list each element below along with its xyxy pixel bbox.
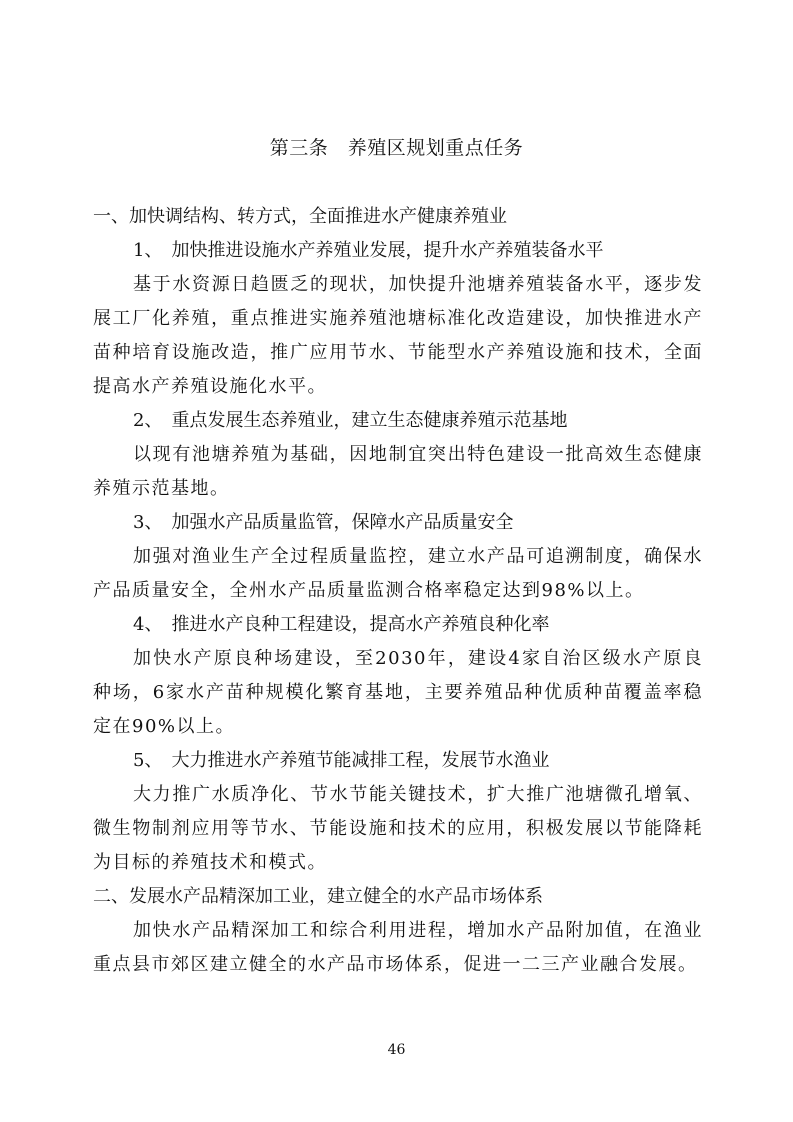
section-heading-2: 二、发展水产品精深加工业，建立健全的水产品市场体系 <box>93 886 543 907</box>
article-title: 第三条 养殖区规划重点任务 <box>269 137 524 159</box>
paragraph-5: 大力推广水质净化、节水节能关键技术，扩大推广池塘微孔增氧、微生物制剂应用等节水、节能设施和技术的应用，积极发展以节能降耗为目标的养殖技术和模式。 <box>93 784 703 873</box>
page-number: 46 <box>387 1042 406 1058</box>
subsection-heading-3: 3、 加强水产品质量监管，保障水产品质量安全 <box>133 512 514 533</box>
paragraph-1: 基于水资源日趋匮乏的现状，加快提升池塘养殖装备水平，逐步发展工厂化养殖，重点推进实施养殖池塘标准化改造建设，加快推进水产苗种培育设施改造，推广应用节水、节能型水产养殖设施和技术，全面提高水产养殖设施化水平。 <box>93 274 703 397</box>
subsection-heading-4: 4、 推进水产良种工程建设，提高水产养殖良种化率 <box>133 614 550 635</box>
paragraph-3: 加强对渔业生产全过程质量监控，建立水产品可追溯制度，确保水产品质量安全，全州水产品质量监测合格率稳定达到98%以上。 <box>93 546 703 601</box>
subsection-heading-1: 1、 加快推进设施水产养殖业发展，提升水产养殖装备水平 <box>133 240 604 261</box>
paragraph-4: 加快水产原良种场建设，至2030年，建设4家自治区级水产原良种场，6家水产苗种规模化繁育基地，主要养殖品种优质种苗覆盖率稳定在90%以上。 <box>93 648 703 737</box>
paragraph-6: 加快水产品精深加工和综合利用进程，增加水产品附加值，在渔业重点县市郊区建立健全的水产品市场体系，促进一二三产业融合发展。 <box>93 920 703 975</box>
subsection-heading-5: 5、 大力推进水产养殖节能减排工程，发展节水渔业 <box>133 750 550 771</box>
section-heading-1: 一、加快调结构、转方式，全面推进水产健康养殖业 <box>93 206 507 227</box>
paragraph-2: 以现有池塘养殖为基础，因地制宜突出特色建设一批高效生态健康养殖示范基地。 <box>93 444 703 499</box>
article-body <box>93 200 703 982</box>
subsection-heading-2: 2、 重点发展生态养殖业，建立生态健康养殖示范基地 <box>133 410 568 431</box>
